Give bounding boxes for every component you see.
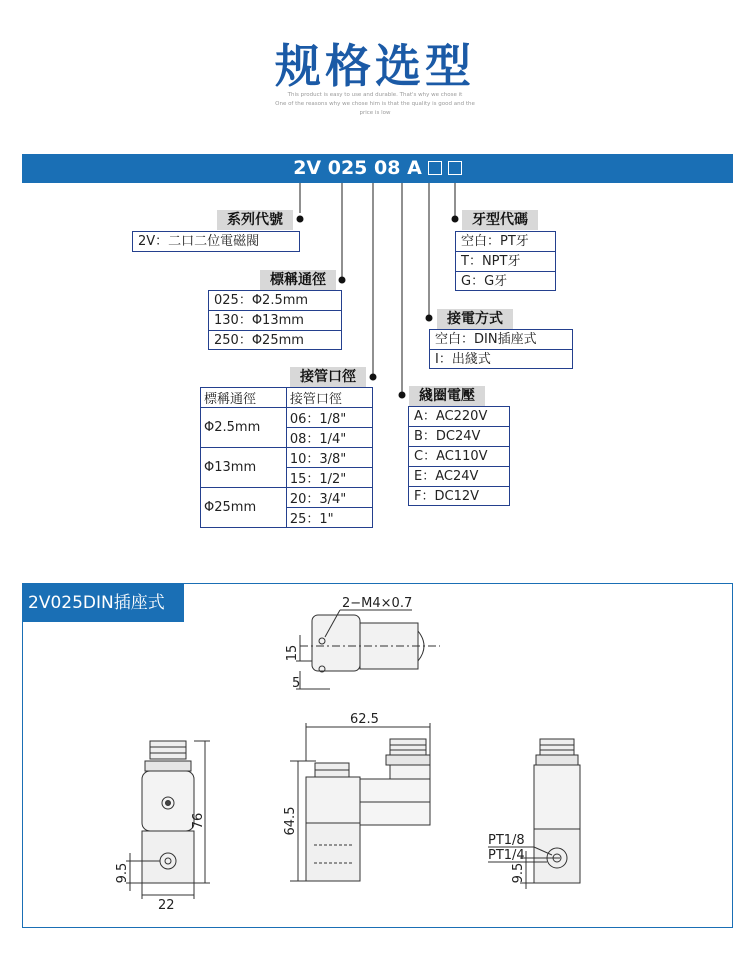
- wiring-box: [429, 329, 573, 369]
- wiring-heading: 接電方式: [437, 309, 513, 329]
- pipe-dot-icon: [370, 374, 377, 381]
- connector-nut: [150, 741, 186, 759]
- series-heading: 系列代號: [217, 210, 293, 230]
- bore-heading: 標稱通徑: [260, 270, 336, 290]
- pipe-table: [200, 387, 373, 528]
- subtitle-line: One of the reasons why we chose him is that the quality is good and the: [275, 101, 475, 107]
- dim-76-label: 76: [191, 812, 206, 830]
- pipe-bore-cell: Φ2.5mm: [201, 408, 287, 448]
- wiring-dot-icon: [426, 315, 433, 322]
- valve-body: [142, 831, 194, 883]
- drawing-tag: 2V025DIN插座式: [22, 584, 184, 622]
- coil: [306, 777, 360, 823]
- pipe-col-bore: 標稱通徑: [201, 388, 287, 408]
- wiring-item: 空白：DIN插座式: [430, 330, 572, 350]
- page-title: 规格选型: [275, 39, 475, 93]
- valve-body: [306, 823, 360, 881]
- pipe-port-cell: 15：1/2": [286, 468, 372, 488]
- voltage-dot-icon: [399, 392, 406, 399]
- pipe-port-cell: 08：1/4": [286, 428, 372, 448]
- pt18-label: PT1/8: [488, 833, 525, 848]
- dim-9-5-label: 9.5: [115, 862, 130, 884]
- dim-5-label: 5: [292, 676, 301, 691]
- technical-drawing: [0, 583, 750, 928]
- side-view-right: [488, 739, 580, 889]
- subtitle-line: This product is easy to use and durable. That's why we chose it: [287, 92, 463, 98]
- pipe-col-port: 接管口徑: [286, 388, 372, 408]
- front-view: [290, 723, 430, 881]
- bore-item: 025：Φ2.5mm: [209, 291, 341, 311]
- pipe-port-cell: 20：3/4": [286, 488, 372, 508]
- bore-item: 250：Φ25mm: [214, 333, 304, 348]
- dim-15-label: 15: [285, 644, 300, 662]
- model-code: 2V 025 08 A: [293, 157, 422, 179]
- pipe-bore-cell: Φ25mm: [201, 488, 287, 528]
- thread-dot-icon: [452, 216, 459, 223]
- thread-item: 空白：PT牙: [456, 232, 555, 252]
- dim-64-5-label: 64.5: [283, 806, 298, 836]
- pt14-label: PT1/4: [488, 848, 525, 863]
- bore-item: 130：Φ13mm: [209, 311, 341, 331]
- dim-9-5-right-label: 9.5: [511, 862, 526, 884]
- voltage-item: B：DC24V: [409, 427, 509, 447]
- coil-housing: [534, 765, 580, 829]
- thread-item: T：NPT牙: [456, 252, 555, 272]
- series-dot-icon: [297, 216, 304, 223]
- voltage-item: A：AC220V: [409, 407, 509, 427]
- pipe-port-cell: 10：3/8": [286, 448, 372, 468]
- voltage-box: [408, 406, 510, 506]
- series-item: 2V：二口二位電磁閥: [138, 234, 260, 249]
- pipe-bore-cell: Φ13mm: [201, 448, 287, 488]
- bore-box: [208, 290, 342, 350]
- voltage-item: C：AC110V: [409, 447, 509, 467]
- voltage-heading: 綫圈電壓: [409, 386, 485, 406]
- valve-body: [534, 829, 580, 883]
- bore-dot-icon: [339, 277, 346, 284]
- dim-22-label: 22: [158, 898, 175, 913]
- pipe-port-cell: 25：1": [286, 508, 372, 528]
- dim-62-5-label: 62.5: [350, 712, 379, 727]
- voltage-item: E：AC24V: [409, 467, 509, 487]
- pipe-heading: 接管口徑: [290, 367, 366, 387]
- thread-item: G：G牙: [461, 274, 508, 289]
- series-box: [132, 231, 300, 252]
- top-view: [296, 610, 440, 689]
- pipe-port-cell: 06：1/8": [286, 408, 372, 428]
- voltage-item: F：DC12V: [414, 489, 480, 504]
- subtitle-line: price is low: [359, 110, 391, 116]
- thread-box: [455, 231, 556, 291]
- dim-holes-label: 2−M4×0.7: [342, 596, 413, 611]
- thread-heading: 牙型代碼: [462, 210, 538, 230]
- wiring-item: I：出綫式: [435, 352, 491, 367]
